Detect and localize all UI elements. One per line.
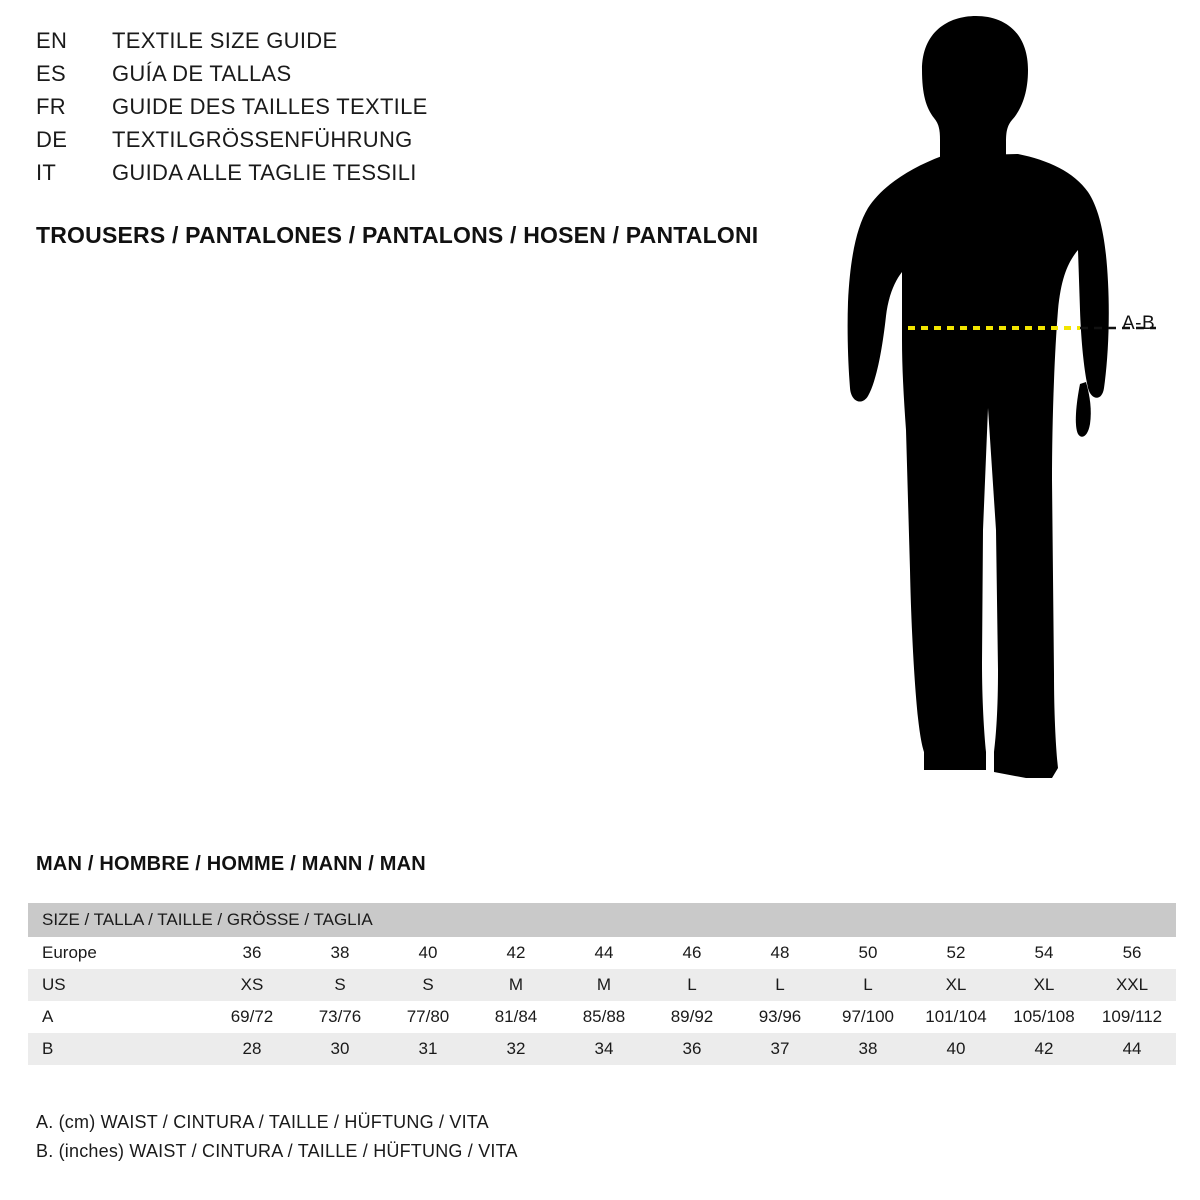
- table-cell: XL: [912, 969, 1000, 1001]
- row-label: B: [28, 1033, 208, 1065]
- language-row-de: [36, 127, 796, 160]
- table-cell: L: [824, 969, 912, 1001]
- table-cell: 50: [824, 937, 912, 969]
- table-cell: 44: [560, 937, 648, 969]
- table-cell: S: [384, 969, 472, 1001]
- garment-type-title: TROUSERS / PANTALONES / PANTALONS / HOSEN / PANTALONI: [36, 222, 759, 248]
- table-cell: 54: [1000, 937, 1088, 969]
- male-silhouette-figure: [790, 10, 1190, 800]
- row-label: A: [28, 1001, 208, 1033]
- table-cell: L: [736, 969, 824, 1001]
- table-cell: 32: [472, 1033, 560, 1065]
- table-cell: 42: [1000, 1033, 1088, 1065]
- table-cell: 69/72: [208, 1001, 296, 1033]
- table-cell: 89/92: [648, 1001, 736, 1033]
- table-cell: 105/108: [1000, 1001, 1088, 1033]
- table-cell: 77/80: [384, 1001, 472, 1033]
- table-header-label: SIZE / TALLA / TAILLE / GRÖSSE / TAGLIA: [28, 903, 1176, 937]
- language-text: GUIDE DES TAILLES TEXTILE: [112, 94, 428, 119]
- language-list: [36, 28, 796, 193]
- row-label: US: [28, 969, 208, 1001]
- table-row: [28, 1033, 1176, 1065]
- table-cell: 34: [560, 1033, 648, 1065]
- language-row-fr: [36, 94, 796, 127]
- language-code: DE: [36, 127, 68, 152]
- table-row: [28, 969, 1176, 1001]
- language-code: EN: [36, 28, 68, 53]
- table-cell: 40: [384, 937, 472, 969]
- row-label: Europe: [28, 937, 208, 969]
- table-cell: 52: [912, 937, 1000, 969]
- table-cell: 44: [1088, 1033, 1176, 1065]
- language-text: GUIDA ALLE TAGLIE TESSILI: [112, 160, 417, 185]
- language-text: TEXTILE SIZE GUIDE: [112, 28, 338, 53]
- table-cell: L: [648, 969, 736, 1001]
- size-table: [28, 903, 1176, 1065]
- table-cell: 36: [648, 1033, 736, 1065]
- table-cell: XS: [208, 969, 296, 1001]
- table-cell: 48: [736, 937, 824, 969]
- language-row-es: [36, 61, 796, 94]
- language-text: GUÍA DE TALLAS: [112, 61, 292, 86]
- table-cell: 37: [736, 1033, 824, 1065]
- table-cell: 73/76: [296, 1001, 384, 1033]
- section-title-man: MAN / HOMBRE / HOMME / MANN / MAN: [36, 853, 426, 875]
- size-table-container: [28, 903, 1176, 1065]
- footnotes: [36, 1108, 518, 1166]
- language-row-it: [36, 160, 796, 193]
- language-code: IT: [36, 160, 57, 185]
- table-cell: M: [560, 969, 648, 1001]
- table-cell: 38: [296, 937, 384, 969]
- table-cell: 46: [648, 937, 736, 969]
- table-cell: 31: [384, 1033, 472, 1065]
- language-text: TEXTILGRÖSSENFÜHRUNG: [112, 127, 413, 152]
- table-cell: 36: [208, 937, 296, 969]
- table-cell: M: [472, 969, 560, 1001]
- table-cell: 30: [296, 1033, 384, 1065]
- table-cell: 93/96: [736, 1001, 824, 1033]
- table-cell: S: [296, 969, 384, 1001]
- table-row: [28, 937, 1176, 969]
- table-cell: 40: [912, 1033, 1000, 1065]
- table-cell: 56: [1088, 937, 1176, 969]
- footnote-b: B. (inches) WAIST / CINTURA / TAILLE / HÜFTUNG / VITA: [36, 1141, 518, 1161]
- table-header-row: [28, 903, 1176, 937]
- table-cell: 81/84: [472, 1001, 560, 1033]
- language-code: FR: [36, 94, 66, 119]
- table-row: [28, 1001, 1176, 1033]
- table-cell: 85/88: [560, 1001, 648, 1033]
- measure-label-ab: A-B: [1122, 313, 1156, 334]
- table-cell: 101/104: [912, 1001, 1000, 1033]
- table-cell: XL: [1000, 969, 1088, 1001]
- table-cell: 109/112: [1088, 1001, 1176, 1033]
- table-cell: 97/100: [824, 1001, 912, 1033]
- language-code: ES: [36, 61, 66, 86]
- footnote-a: A. (cm) WAIST / CINTURA / TAILLE / HÜFTUNG / VITA: [36, 1112, 489, 1132]
- table-cell: 42: [472, 937, 560, 969]
- table-cell: 38: [824, 1033, 912, 1065]
- language-row-en: [36, 28, 796, 61]
- table-cell: 28: [208, 1033, 296, 1065]
- table-cell: XXL: [1088, 969, 1176, 1001]
